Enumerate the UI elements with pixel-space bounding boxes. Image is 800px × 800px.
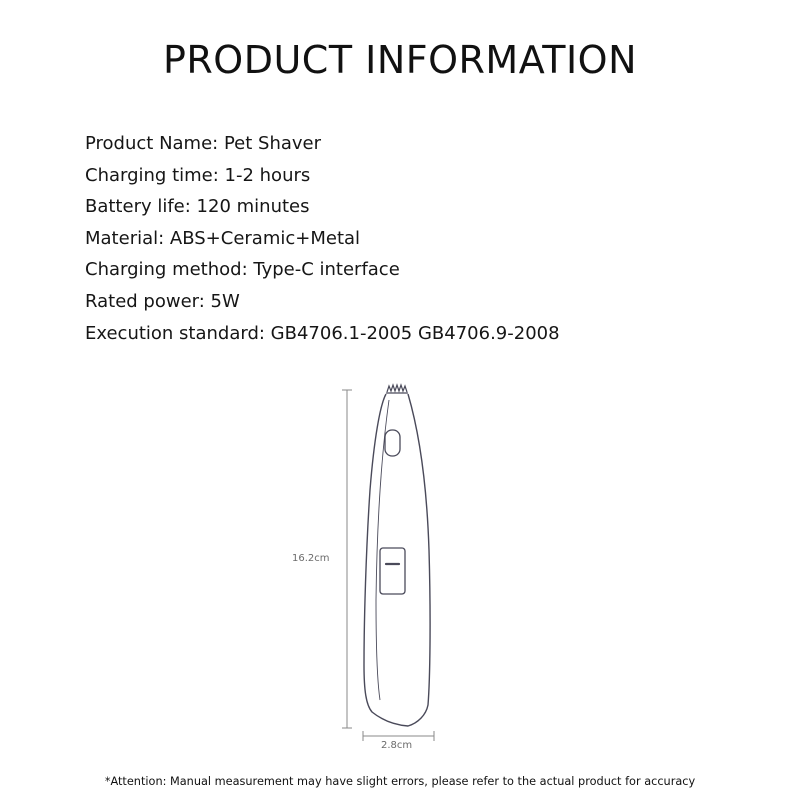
shaver-body-highlight bbox=[376, 400, 389, 700]
width-dimension-label: 2.8cm bbox=[381, 740, 413, 751]
spec-charging-time: Charging time: 1-2 hours bbox=[85, 164, 311, 186]
spec-list bbox=[85, 128, 560, 349]
page-title: PRODUCT INFORMATION bbox=[162, 38, 638, 82]
spec-material: Material: ABS+Ceramic+Metal bbox=[85, 227, 361, 249]
spec-product-name: Product Name: Pet Shaver bbox=[85, 133, 322, 154]
spec-rated-power: Rated power: 5W bbox=[85, 290, 240, 312]
spec-battery-life: Battery life: 120 minutes bbox=[85, 196, 310, 218]
height-dimension-label: 16.2cm bbox=[292, 553, 330, 564]
spec-execution-standard: Execution standard: GB4706.1-2005 GB4706.9-2008 bbox=[85, 322, 560, 344]
product-dimension-diagram bbox=[0, 360, 800, 770]
spec-charging-method: Charging method: Type-C interface bbox=[85, 259, 400, 281]
power-button bbox=[385, 430, 400, 456]
shaver-body bbox=[364, 394, 430, 726]
height-dimension-line bbox=[342, 390, 352, 728]
charging-port bbox=[380, 548, 405, 594]
shaver-outline-drawing bbox=[0, 360, 800, 770]
blade-teeth bbox=[387, 385, 407, 392]
attention-note: *Attention: Manual measurement may have slight errors, please refer to the actual product for accuracy bbox=[104, 775, 696, 788]
